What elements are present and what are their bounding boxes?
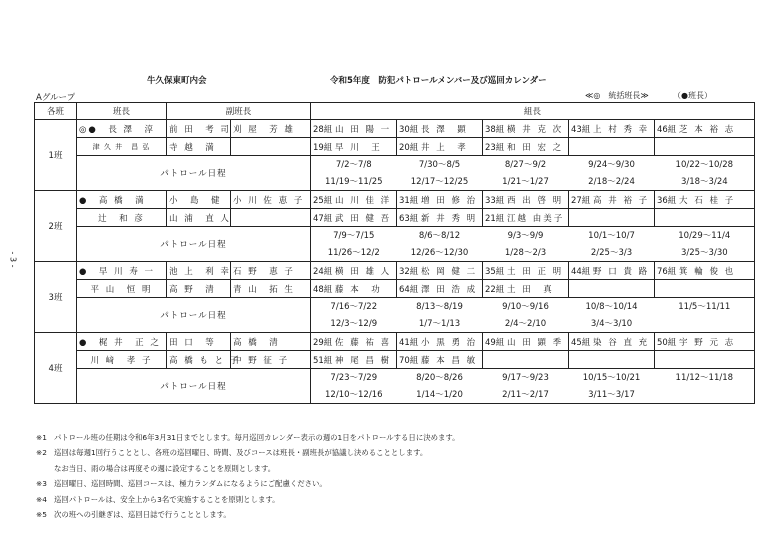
sub-leader-name xyxy=(231,209,311,227)
member-cell xyxy=(483,209,569,227)
group-number: 48組 xyxy=(313,284,333,295)
sub-leader-name: 刈 屋 芳 雄 xyxy=(231,120,311,138)
sub-leader-name: 高 野 清 xyxy=(167,280,231,298)
group-number: 33組 xyxy=(485,195,505,206)
member-cell xyxy=(311,351,397,369)
member-name: 野 口 貴 路 xyxy=(593,266,650,277)
schedule-date: 2/25～3/3 xyxy=(569,244,655,262)
member-cell xyxy=(569,262,655,280)
member-name: 山 田 陽 一 xyxy=(335,124,392,135)
member-cell xyxy=(655,333,755,351)
team-name: 1班 xyxy=(35,120,77,191)
member-cell xyxy=(569,333,655,351)
member-cell xyxy=(397,280,483,298)
col-leader: 班長 xyxy=(77,103,167,120)
member-name: 西 出 啓 明 xyxy=(507,195,564,206)
team-row xyxy=(35,191,755,209)
note-line xyxy=(36,507,460,522)
member-name: 藤 本 功 xyxy=(335,284,382,295)
member-cell xyxy=(311,333,397,351)
note-line xyxy=(36,430,460,445)
member-cell xyxy=(397,191,483,209)
note-mark: ※3 xyxy=(36,479,47,489)
team-name: 2班 xyxy=(35,191,77,262)
schedule-date: 3/18～3/24 xyxy=(655,173,755,191)
col-team: 各班 xyxy=(35,103,77,120)
team-row xyxy=(35,262,755,280)
member-cell xyxy=(311,209,397,227)
sub-leader-name: 中 野 征 子 xyxy=(231,351,311,369)
member-name: 上 村 秀 幸 xyxy=(593,124,650,135)
schedule-date: 9/24～9/30 xyxy=(569,156,655,174)
member-name: 和 田 宏 之 xyxy=(507,142,564,153)
schedule-date: 10/8～10/14 xyxy=(569,298,655,316)
member-cell xyxy=(655,280,755,298)
member-cell xyxy=(483,191,569,209)
legend-team-leader: （●班長） xyxy=(673,91,712,100)
schedule-date: 8/27～9/2 xyxy=(483,156,569,174)
schedule-date: 9/3～9/9 xyxy=(483,227,569,245)
group-number: 19組 xyxy=(313,142,333,153)
member-name: 土 田 真 xyxy=(507,284,554,295)
sub-leader-name xyxy=(231,138,311,156)
group-number: 44組 xyxy=(571,266,591,277)
member-cell xyxy=(655,120,755,138)
schedule-date: 8/20～8/26 xyxy=(397,369,483,387)
group-number: 50組 xyxy=(657,337,677,348)
schedule-date: 1/7～1/13 xyxy=(397,315,483,333)
group-number: 21組 xyxy=(485,213,505,224)
member-name: 早 川 王 xyxy=(335,142,382,153)
member-cell xyxy=(397,262,483,280)
group-number: 22組 xyxy=(485,284,505,295)
sub-leader-name: 高 橋 清 xyxy=(231,333,311,351)
member-name: 長 澤 顕 xyxy=(421,124,468,135)
member-name: 武 田 健 吾 xyxy=(335,213,392,224)
schedule-date: 9/10～9/16 xyxy=(483,298,569,316)
member-cell xyxy=(397,351,483,369)
team-row xyxy=(35,138,755,156)
member-cell xyxy=(397,209,483,227)
sub-leader-name: 田 口 等 xyxy=(167,333,231,351)
schedule-date: 8/6～8/12 xyxy=(397,227,483,245)
schedule-date: 7/2～7/8 xyxy=(311,156,397,174)
col-sub-leader: 副班長 xyxy=(167,103,311,120)
member-name: 染 谷 直 充 xyxy=(593,337,650,348)
member-cell xyxy=(655,209,755,227)
group-number: 49組 xyxy=(485,337,505,348)
note-text: 次の班への引継ぎは、巡回日誌で行うこととします。 xyxy=(54,510,231,520)
note-mark: ※1 xyxy=(36,433,47,442)
group-number: 31組 xyxy=(399,195,419,206)
notes xyxy=(36,430,460,522)
note-mark: ※5 xyxy=(36,510,47,520)
team-row xyxy=(35,280,755,298)
group-number: 20組 xyxy=(399,142,419,153)
page-number: - 3 - xyxy=(8,251,18,268)
schedule-date: 7/23～7/29 xyxy=(311,369,397,387)
group-number: 45組 xyxy=(571,337,591,348)
member-cell xyxy=(655,191,755,209)
member-cell xyxy=(311,120,397,138)
member-name: 澤 田 浩 成 xyxy=(421,284,478,295)
team-row xyxy=(35,351,755,369)
note-text: 巡回曜日、巡回時間、巡回コースは、極力ランダムになるようにご配慮ください。 xyxy=(54,479,327,489)
member-cell xyxy=(483,120,569,138)
group-number: 46組 xyxy=(657,124,677,135)
member-name: 大 石 桂 子 xyxy=(679,195,736,206)
schedule-date: 3/25～3/30 xyxy=(655,244,755,262)
sub-leader-name: 寺 越 満 xyxy=(167,138,231,156)
schedule-date: 11/12～11/18 xyxy=(655,369,755,387)
member-name: 松 岡 健 二 xyxy=(421,266,478,277)
schedule-date: 11/19～11/25 xyxy=(311,173,397,191)
team-row xyxy=(35,333,755,351)
schedule-date: 12/26～12/30 xyxy=(397,244,483,262)
organization-name: 牛久保東町内会 xyxy=(147,76,207,86)
schedule-date: 1/14～1/20 xyxy=(397,386,483,404)
member-cell xyxy=(397,138,483,156)
note-text: パトロール班の任期は令和6年3月31日までとします。毎月巡回カレンダー表示の週の1日をパトロールする日に決めます。 xyxy=(54,433,460,442)
group-number: 23組 xyxy=(485,142,505,153)
schedule-date: 3/4～3/10 xyxy=(569,315,655,333)
document-title: 令和5年度 防犯パトロールメンバー及び巡回カレンダー xyxy=(330,76,547,86)
legend-chief-leader: ≪◎ 統括班長≫ xyxy=(585,91,649,100)
member-cell xyxy=(483,333,569,351)
group-number: 27組 xyxy=(571,195,591,206)
schedule-date: 11/5～11/11 xyxy=(655,298,755,316)
group-number: 30組 xyxy=(399,124,419,135)
member-cell xyxy=(569,351,655,369)
leader-name-2: 辻 和 彦 xyxy=(77,209,167,227)
note-line xyxy=(36,492,460,507)
sub-leader-name: 小 川 佐 恵 子 xyxy=(231,191,311,209)
member-name: 土 田 正 明 xyxy=(507,266,564,277)
schedule-date: 2/4～2/10 xyxy=(483,315,569,333)
member-cell xyxy=(483,280,569,298)
schedule-date: 7/30～8/5 xyxy=(397,156,483,174)
note-text: 巡回パトロールは、安全上から3名で実施することを原則とします。 xyxy=(54,494,280,504)
sub-leader-name: 前 田 考 司 xyxy=(167,120,231,138)
member-cell xyxy=(569,280,655,298)
team-row xyxy=(35,120,755,138)
schedule-date: 7/16～7/22 xyxy=(311,298,397,316)
schedule-date: 10/29～11/4 xyxy=(655,227,755,245)
note-mark: ※4 xyxy=(36,494,47,504)
group-number: 47組 xyxy=(313,213,333,224)
sub-leader-name: 高 橋 も と 子 xyxy=(167,351,231,369)
schedule-date: 2/18～2/24 xyxy=(569,173,655,191)
member-cell xyxy=(311,280,397,298)
member-cell xyxy=(311,138,397,156)
leader-name-2: 平 山 恒 明 xyxy=(77,280,167,298)
member-name: 小 黒 勇 治 xyxy=(421,337,478,348)
schedule-row xyxy=(35,156,755,174)
group-number: 32組 xyxy=(399,266,419,277)
schedule-date: 1/28～2/3 xyxy=(483,244,569,262)
schedule-date: 10/22～10/28 xyxy=(655,156,755,174)
schedule-label: パトロール日程 xyxy=(77,156,311,191)
member-cell xyxy=(569,191,655,209)
group-number: 38組 xyxy=(485,124,505,135)
schedule-label: パトロール日程 xyxy=(77,369,311,404)
schedule-date: 12/10～12/16 xyxy=(311,386,397,404)
member-cell xyxy=(311,191,397,209)
member-name: 神 尾 昌 樹 xyxy=(335,355,392,366)
member-cell xyxy=(569,209,655,227)
schedule-date xyxy=(655,315,755,333)
schedule-label: パトロール日程 xyxy=(77,227,311,262)
team-row xyxy=(35,209,755,227)
group-number: 51組 xyxy=(313,355,333,366)
sub-leader-name: 山 浦 直 人 xyxy=(167,209,231,227)
schedule-date: 1/21～1/27 xyxy=(483,173,569,191)
leader-name-2: 川 﨑 孝 子 xyxy=(77,351,167,369)
group-number: 64組 xyxy=(399,284,419,295)
note-mark: ※2 xyxy=(36,448,47,458)
patrol-table xyxy=(34,102,755,404)
schedule-date: 8/13～8/19 xyxy=(397,298,483,316)
schedule-row xyxy=(35,227,755,245)
schedule-row xyxy=(35,369,755,387)
member-cell xyxy=(483,262,569,280)
header-row xyxy=(35,103,755,120)
team-name: 3班 xyxy=(35,262,77,333)
member-name: 江越 由美子 xyxy=(507,213,565,224)
member-cell xyxy=(655,351,755,369)
leader-name: ◎● 長 澤 淳 xyxy=(77,120,167,138)
member-cell xyxy=(569,120,655,138)
schedule-date: 10/1～10/7 xyxy=(569,227,655,245)
leader-name: ● 早 川 寿 一 xyxy=(77,262,167,280)
col-members: 組長 xyxy=(311,103,755,120)
leader-name: ● 梶 井 正 之 xyxy=(77,333,167,351)
note-line xyxy=(36,445,460,460)
note-text: 巡回は毎週1回行うこととし、各班の巡回曜日、時間、及びコースは班長・副班長が協議し決めることとします。 xyxy=(54,448,428,458)
sub-leader-name: 石 野 恵 子 xyxy=(231,262,311,280)
group-number: 76組 xyxy=(657,266,677,277)
leader-name: ● 高 橋 満 xyxy=(77,191,167,209)
note-line xyxy=(36,476,460,491)
group-number: 63組 xyxy=(399,213,419,224)
member-name: 新 井 秀 明 xyxy=(421,213,478,224)
group-number: 41組 xyxy=(399,337,419,348)
group-number: 35組 xyxy=(485,266,505,277)
group-number: 43組 xyxy=(571,124,591,135)
note-line xyxy=(36,461,460,476)
group-label: Aグループ xyxy=(36,93,76,103)
schedule-date: 10/15～10/21 xyxy=(569,369,655,387)
member-name: 増 田 修 治 xyxy=(421,195,478,206)
group-number: 29組 xyxy=(313,337,333,348)
member-cell xyxy=(483,351,569,369)
schedule-date: 3/11～3/17 xyxy=(569,386,655,404)
group-number: 28組 xyxy=(313,124,333,135)
sub-leader-name: 池 上 利 幸 xyxy=(167,262,231,280)
member-cell xyxy=(569,138,655,156)
member-name: 高 井 裕 子 xyxy=(593,195,650,206)
member-name: 箕 輪 俊 也 xyxy=(679,266,736,277)
member-cell xyxy=(655,262,755,280)
member-cell xyxy=(311,262,397,280)
member-cell xyxy=(397,120,483,138)
group-number: 25組 xyxy=(313,195,333,206)
sub-leader-name: 小 島 健 xyxy=(167,191,231,209)
sub-leader-name: 青 山 拓 生 xyxy=(231,280,311,298)
member-name: 山 田 顕 季 xyxy=(507,337,564,348)
schedule-date xyxy=(655,386,755,404)
member-name: 宇 野 元 志 xyxy=(679,337,736,348)
member-name: 藤 本 昌 敏 xyxy=(421,355,478,366)
schedule-date: 7/9～7/15 xyxy=(311,227,397,245)
group-number: 24組 xyxy=(313,266,333,277)
schedule-label: パトロール日程 xyxy=(77,298,311,333)
member-name: 横 井 克 次 xyxy=(507,124,564,135)
member-name: 山 川 佳 洋 xyxy=(335,195,392,206)
member-name: 横 田 雄 人 xyxy=(335,266,392,277)
schedule-row xyxy=(35,298,755,316)
member-cell xyxy=(655,138,755,156)
leader-name-2: 津 久 井 昌 弘 xyxy=(77,138,167,156)
schedule-date: 12/3～12/9 xyxy=(311,315,397,333)
member-cell xyxy=(483,138,569,156)
schedule-date: 9/17～9/23 xyxy=(483,369,569,387)
schedule-date: 11/26～12/2 xyxy=(311,244,397,262)
group-number: 36組 xyxy=(657,195,677,206)
member-name: 芝 本 裕 志 xyxy=(679,124,736,135)
schedule-date: 12/17～12/25 xyxy=(397,173,483,191)
member-name: 井 上 孝 xyxy=(421,142,468,153)
schedule-date: 2/11～2/17 xyxy=(483,386,569,404)
member-name: 佐 藤 祐 喜 xyxy=(335,337,392,348)
group-number: 70組 xyxy=(399,355,419,366)
team-name: 4班 xyxy=(35,333,77,404)
member-cell xyxy=(397,333,483,351)
note-text: なお当日、雨の場合は再度その週に設定することを原則とします。 xyxy=(54,463,276,473)
